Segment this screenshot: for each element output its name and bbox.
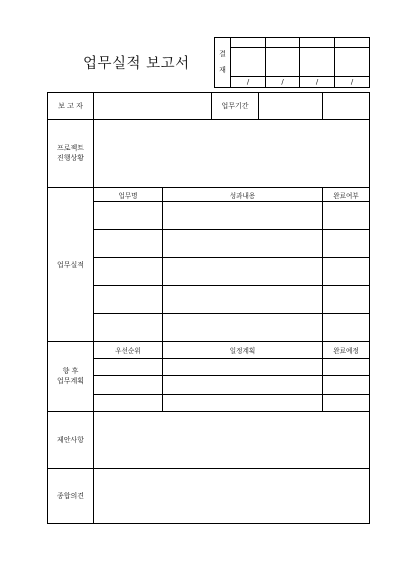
approver-title-cell[interactable]: [266, 38, 300, 48]
col-header-task-name: 업무명: [94, 188, 163, 202]
plan-cell[interactable]: [94, 395, 163, 412]
reporter-field[interactable]: [94, 93, 212, 120]
suggestion-field[interactable]: [94, 412, 370, 469]
page-title: 업무실적 보고서: [83, 56, 190, 72]
approval-date-cell[interactable]: /: [231, 77, 266, 88]
performance-cell[interactable]: [163, 230, 323, 258]
col-header-result: 성과내용: [163, 188, 323, 202]
approver-title-cell[interactable]: [231, 38, 266, 48]
approval-box: [214, 37, 370, 88]
signature-cell[interactable]: [300, 48, 335, 77]
approval-date-cell[interactable]: /: [300, 77, 335, 88]
performance-cell[interactable]: [323, 314, 370, 342]
plan-cell[interactable]: [323, 395, 370, 412]
period-cell: [212, 93, 323, 120]
period-label: 업무기간: [212, 93, 259, 119]
performance-cell[interactable]: [163, 258, 323, 286]
plan-cell[interactable]: [94, 359, 163, 376]
plan-cell[interactable]: [163, 359, 323, 376]
suggestion-label: 제안사항: [48, 412, 94, 469]
plan-cell[interactable]: [163, 395, 323, 412]
performance-cell[interactable]: [323, 258, 370, 286]
performance-cell[interactable]: [94, 230, 163, 258]
reporter-label: 보 고 자: [48, 93, 94, 120]
approver-title-cell[interactable]: [300, 38, 335, 48]
performance-cell[interactable]: [323, 230, 370, 258]
approval-label: [215, 38, 231, 88]
overall-opinion-label: 종합의견: [48, 469, 94, 524]
approval-label-2: 재: [219, 65, 226, 74]
performance-label: 업무실적: [48, 188, 94, 342]
plan-cell[interactable]: [323, 376, 370, 395]
performance-cell[interactable]: [94, 202, 163, 230]
performance-cell[interactable]: [323, 202, 370, 230]
plan-cell[interactable]: [94, 376, 163, 395]
period-field[interactable]: [259, 93, 322, 119]
performance-cell[interactable]: [94, 258, 163, 286]
performance-cell[interactable]: [163, 202, 323, 230]
project-status-field[interactable]: [94, 120, 370, 188]
performance-cell[interactable]: [94, 314, 163, 342]
approval-date-cell[interactable]: /: [266, 77, 300, 88]
plan-cell[interactable]: [163, 376, 323, 395]
performance-cell[interactable]: [323, 286, 370, 314]
approval-label-1: 결: [219, 50, 226, 59]
overall-opinion-field[interactable]: [94, 469, 370, 524]
col-header-completion: 완료여부: [323, 188, 370, 202]
performance-cell[interactable]: [163, 286, 323, 314]
project-status-label: 프로젝트 진행상황: [48, 120, 94, 188]
signature-cell[interactable]: [266, 48, 300, 77]
col-header-due: 완료예정: [323, 342, 370, 359]
approver-title-cell[interactable]: [335, 38, 370, 48]
future-plan-label: 향 후 업무계획: [48, 342, 94, 412]
signature-cell[interactable]: [231, 48, 266, 77]
plan-cell[interactable]: [323, 359, 370, 376]
period-field-extension[interactable]: [323, 93, 370, 120]
col-header-schedule: 일정계획: [163, 342, 323, 359]
approval-date-cell[interactable]: /: [335, 77, 370, 88]
signature-cell[interactable]: [335, 48, 370, 77]
col-header-priority: 우선순위: [94, 342, 163, 359]
performance-cell[interactable]: [94, 286, 163, 314]
report-form: [47, 92, 370, 524]
performance-cell[interactable]: [163, 314, 323, 342]
